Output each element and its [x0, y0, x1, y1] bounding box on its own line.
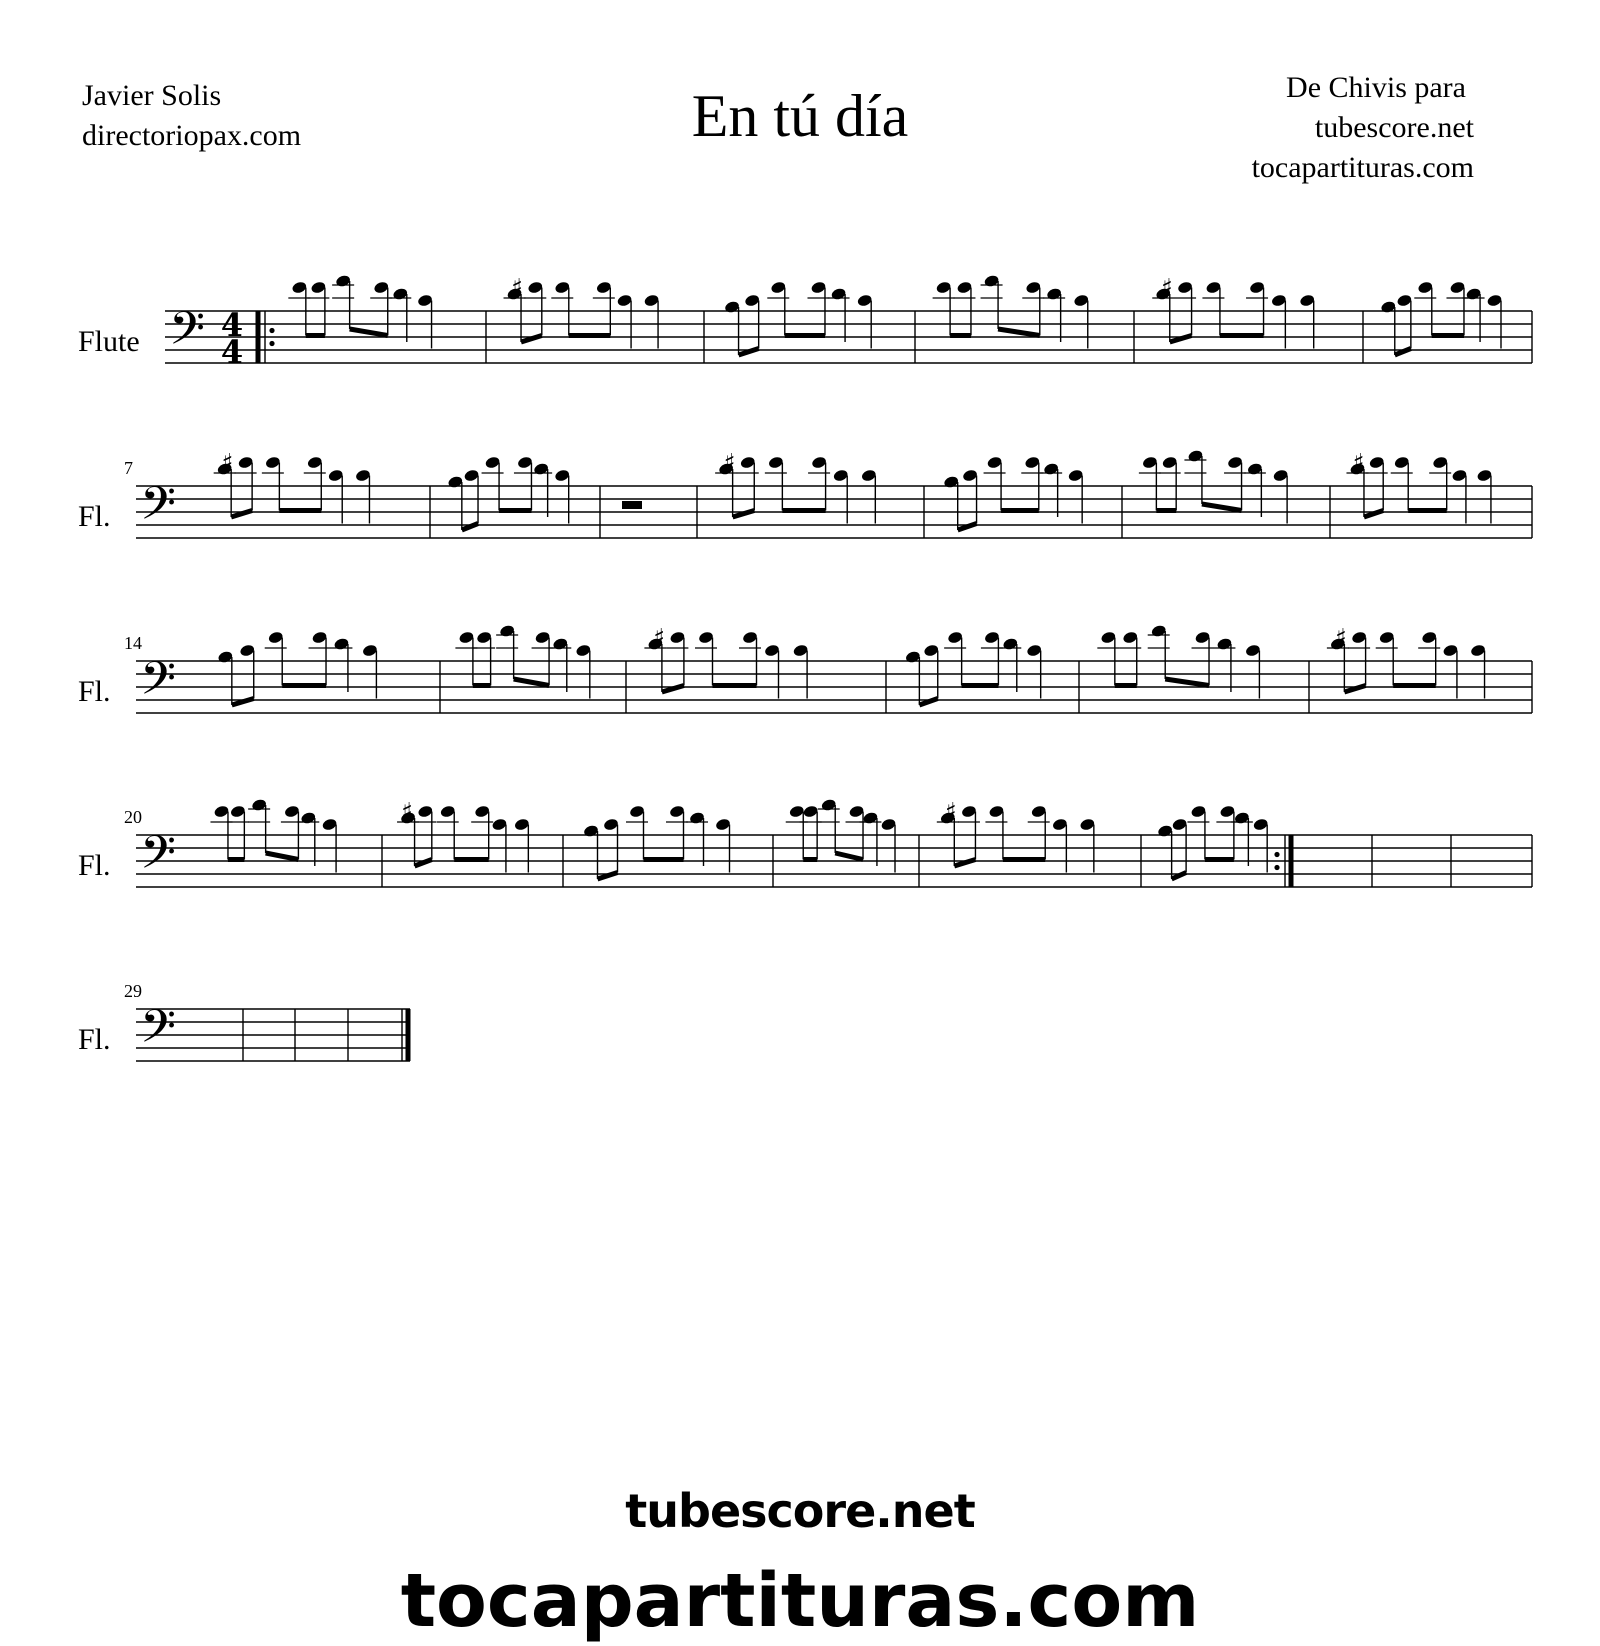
sharp-accidental: ♯: [944, 797, 957, 826]
note-beam: [350, 329, 388, 336]
bass-clef-icon: 𝄢: [169, 302, 206, 367]
bass-clef-icon: 𝄢: [140, 826, 177, 891]
measure-number: 7: [124, 458, 133, 478]
note-beam: [266, 853, 299, 860]
page-title: En tú día: [691, 83, 909, 149]
note-beam: [514, 679, 549, 686]
note-beam: [1165, 679, 1209, 686]
note-beam: [998, 329, 1040, 336]
instrument-label: Fl.: [78, 849, 111, 882]
repeat-dot: [269, 328, 274, 333]
staff-system-4: [78, 798, 1532, 892]
instrument-label: Fl.: [78, 675, 111, 708]
staff-system-1: [78, 274, 1532, 372]
watermark-primary: tubescore.net: [625, 1484, 975, 1538]
time-signature-top: 4: [220, 306, 244, 344]
whole-rest: [622, 501, 642, 509]
sharp-accidental: ♯: [1161, 273, 1173, 302]
watermark-secondary: tocapartituras.com: [400, 1558, 1200, 1644]
note-beam: [1202, 504, 1242, 511]
sharp-accidental: ♯: [653, 623, 666, 652]
measure-number: 14: [124, 633, 142, 653]
source-label: directoriopax.com: [82, 119, 302, 152]
sharp-accidental: ♯: [723, 448, 736, 477]
sharp-accidental: ♯: [221, 448, 234, 477]
repeat-dot: [269, 341, 274, 346]
credit-line-1: De Chivis para: [1286, 71, 1466, 104]
credit-line-3: tocapartituras.com: [1251, 151, 1474, 184]
credit-line-2: tubescore.net: [1314, 111, 1474, 144]
composer-label: Javier Solis: [82, 79, 222, 112]
sharp-accidental: ♯: [511, 273, 523, 302]
bass-clef-icon: 𝄢: [140, 477, 177, 542]
measure-number: 20: [124, 807, 142, 827]
instrument-label: Flute: [78, 325, 140, 358]
staff-system-2: [78, 449, 1532, 543]
repeat-dot: [1274, 852, 1279, 857]
sharp-accidental: ♯: [401, 797, 413, 826]
repeat-dot: [1274, 865, 1279, 870]
bass-clef-icon: 𝄢: [140, 1000, 177, 1065]
note-beam: [835, 853, 863, 860]
staff-system-3: [78, 624, 1532, 718]
sharp-accidental: ♯: [1352, 448, 1365, 477]
bass-clef-icon: 𝄢: [140, 652, 177, 717]
staff-system-5: [78, 981, 410, 1065]
instrument-label: Fl.: [78, 1023, 111, 1056]
sharp-accidental: ♯: [1335, 623, 1347, 652]
instrument-label: Fl.: [78, 500, 111, 533]
measure-number: 29: [124, 981, 142, 1001]
time-signature-bottom: 4: [220, 333, 244, 371]
